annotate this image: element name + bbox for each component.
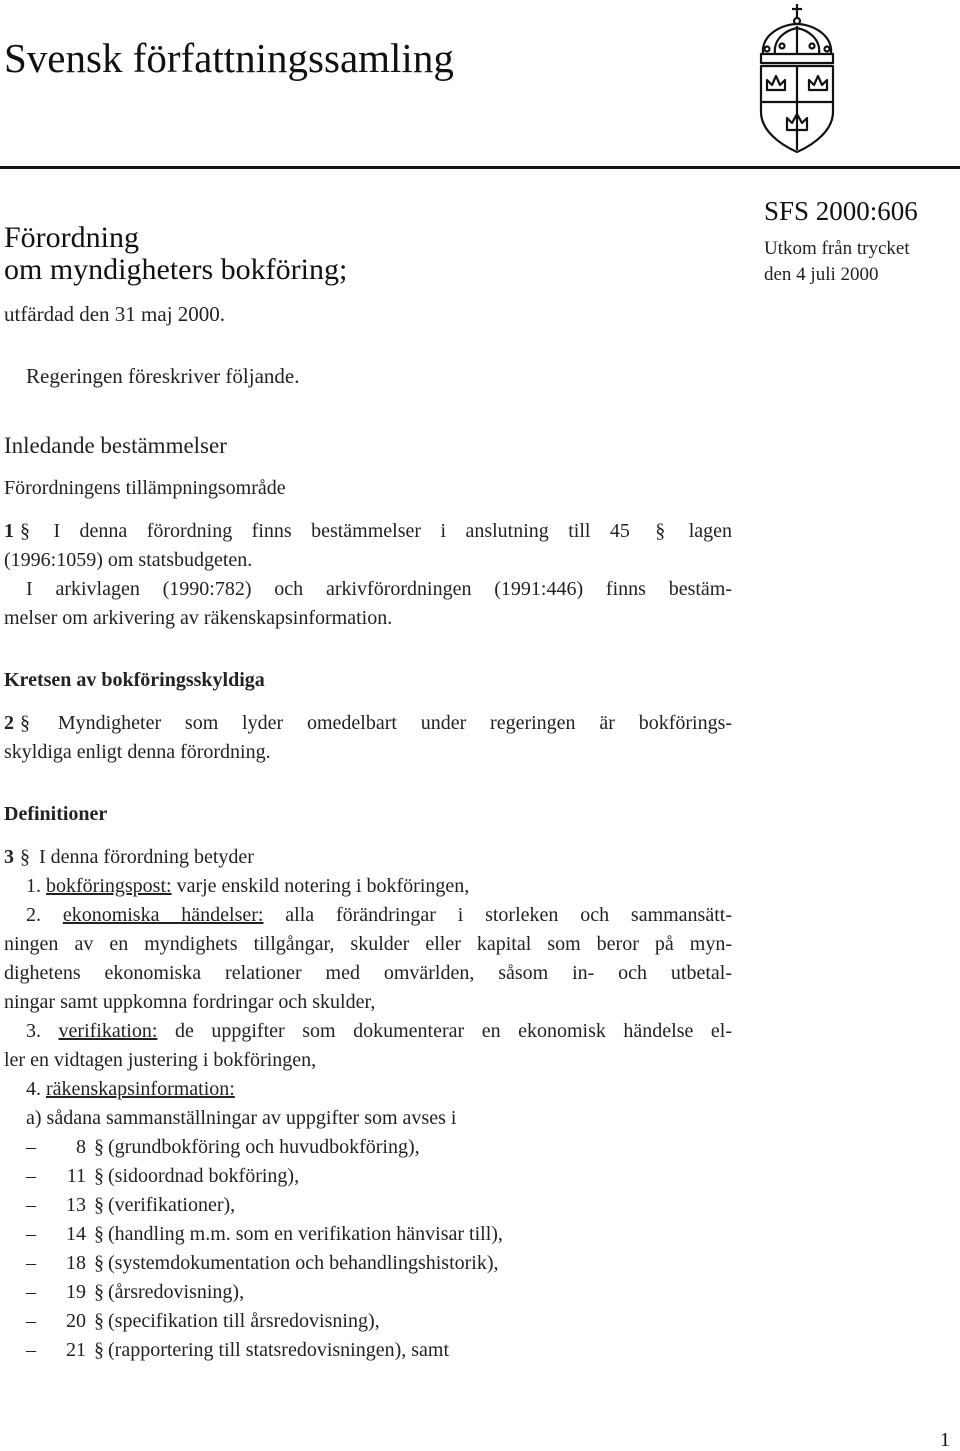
- reference-number: 8: [76, 1136, 86, 1158]
- reference-number: 13: [66, 1194, 86, 1216]
- page-number: 1: [940, 1429, 950, 1451]
- reference-number: 19: [66, 1281, 86, 1303]
- definition-2-line-2: ningen av en myndighets tillgångar, skulder eller kapital som beror på myn-: [4, 933, 732, 955]
- reference-item: [4, 1220, 732, 1249]
- section-symbol: §: [655, 520, 666, 542]
- definition-term: räkenskapsinformation:: [46, 1078, 235, 1100]
- dash: –: [26, 1310, 36, 1332]
- section-number: 3: [4, 846, 14, 868]
- preamble: Regeringen föreskriver följande.: [26, 364, 300, 388]
- section-2-line-2: skyldiga enligt denna förordning.: [4, 741, 271, 763]
- document-title-line-2: om myndigheters bokföring;: [4, 253, 348, 286]
- dash: –: [26, 1339, 36, 1361]
- definition-number: 3.: [26, 1020, 41, 1042]
- section-symbol: §: [94, 1194, 104, 1216]
- dash: –: [26, 1194, 36, 1216]
- definition-number: 2.: [26, 904, 41, 926]
- reference-number: 14: [66, 1223, 86, 1245]
- series-title: Svensk författningssamling: [4, 35, 454, 81]
- section-1-para-2-line-2: melser om arkivering av räkenskapsinformation.: [4, 607, 393, 629]
- reference-text: (årsredovisning),: [108, 1281, 245, 1303]
- section-symbol: §: [20, 846, 30, 868]
- reference-text: (handling m.m. som en verifikation hänvisar till),: [108, 1223, 503, 1245]
- section-symbol: §: [20, 520, 30, 542]
- reference-item: [4, 1162, 732, 1191]
- published-line-2: den 4 juli 2000: [764, 264, 879, 285]
- dash: –: [26, 1252, 36, 1274]
- definition-4-a: a) sådana sammanställningar av uppgifter som avses i: [26, 1107, 457, 1129]
- reference-text: (specifikation till årsredovisning),: [108, 1310, 380, 1332]
- heading-scope: Förordningens tillämpningsområde: [4, 477, 286, 499]
- reference-list: [4, 1133, 732, 1365]
- reference-item: [4, 1191, 732, 1220]
- dash: –: [26, 1281, 36, 1303]
- section-symbol: §: [94, 1339, 104, 1361]
- header-rule: [0, 166, 960, 169]
- reference-number: 11: [66, 1165, 86, 1187]
- section-1-line-1: [4, 517, 732, 546]
- definition-text: alla förändringar i storleken och sammansätt-: [285, 904, 732, 926]
- reference-item: [4, 1133, 732, 1162]
- reference-number: 21: [66, 1339, 86, 1361]
- definition-term: bokföringspost:: [46, 875, 172, 897]
- reference-text: (grundbokföring och huvudbokföring),: [108, 1136, 420, 1158]
- sfs-number: SFS 2000:606: [764, 196, 918, 226]
- section-symbol: §: [94, 1252, 104, 1274]
- definition-text: de uppgifter som dokumenterar en ekonomisk händelse el-: [174, 1020, 732, 1042]
- reference-text: (systemdokumentation och behandlingshistorik),: [108, 1252, 499, 1274]
- definition-text: varje enskild notering i bokföringen,: [176, 875, 470, 897]
- section-symbol: §: [94, 1223, 104, 1245]
- section-2-line-1: [4, 709, 732, 738]
- section-1-para-2-line-1: I arkivlagen (1990:782) och arkivförordningen (1991:446) finns bestäm-: [26, 578, 732, 600]
- reference-item: [4, 1249, 732, 1278]
- definition-1: [4, 872, 732, 901]
- definition-number: 1.: [26, 875, 41, 897]
- section-symbol: §: [94, 1165, 104, 1187]
- definition-term: ekonomiska händelser:: [62, 904, 264, 926]
- swedish-coat-of-arms-icon: [753, 2, 841, 154]
- document-body: [4, 300, 732, 1365]
- section-number: 2: [4, 712, 14, 734]
- definition-4: [4, 1075, 732, 1104]
- section-1-text-b: lagen: [688, 520, 732, 542]
- published-line-1: Utkom från trycket: [764, 238, 910, 259]
- reference-number: 20: [66, 1310, 86, 1332]
- section-3-intro: [4, 843, 732, 872]
- heading-intro: Inledande bestämmelser: [4, 433, 227, 458]
- definition-2-line-1: [4, 901, 732, 930]
- dash: –: [26, 1165, 36, 1187]
- definition-3-line-2: ler en vidtagen justering i bokföringen,: [4, 1049, 317, 1071]
- reference-item: [4, 1336, 732, 1365]
- definition-3-line-1: [4, 1017, 732, 1046]
- dash: –: [26, 1223, 36, 1245]
- reference-item: [4, 1278, 732, 1307]
- section-symbol: §: [20, 712, 30, 734]
- definition-term: verifikation:: [58, 1020, 158, 1042]
- section-symbol: §: [94, 1310, 104, 1332]
- reference-text: (rapportering till statsredovisningen), samt: [108, 1339, 450, 1361]
- heading-section-3: Definitioner: [4, 803, 108, 825]
- reference-text: (sidoordnad bokföring),: [108, 1165, 300, 1187]
- document-title-line-1: Förordning: [4, 221, 139, 254]
- section-3-intro-text: I denna förordning betyder: [39, 846, 254, 868]
- section-1-text-a: I denna förordning finns bestämmelser i anslutning till 45: [53, 520, 630, 542]
- section-2-text: Myndigheter som lyder omedelbart under regeringen är bokförings-: [57, 712, 732, 734]
- dash: –: [26, 1136, 36, 1158]
- definition-2-line-4: ningar samt uppkomna fordringar och skulder,: [4, 991, 376, 1013]
- definition-2-line-3: dighetens ekonomiska relationer med omvärlden, såsom in- och utbetal-: [4, 962, 732, 984]
- section-symbol: §: [94, 1281, 104, 1303]
- reference-item: [4, 1307, 732, 1336]
- section-symbol: §: [94, 1136, 104, 1158]
- reference-text: (verifikationer),: [108, 1194, 236, 1216]
- section-number: 1: [4, 520, 14, 542]
- reference-number: 18: [66, 1252, 86, 1274]
- document-title: [4, 222, 347, 286]
- heading-section-2: Kretsen av bokföringsskyldiga: [4, 669, 265, 691]
- section-1-line-2: (1996:1059) om statsbudgeten.: [4, 549, 253, 571]
- issued-date: utfärdad den 31 maj 2000.: [4, 302, 226, 326]
- definition-number: 4.: [26, 1078, 41, 1100]
